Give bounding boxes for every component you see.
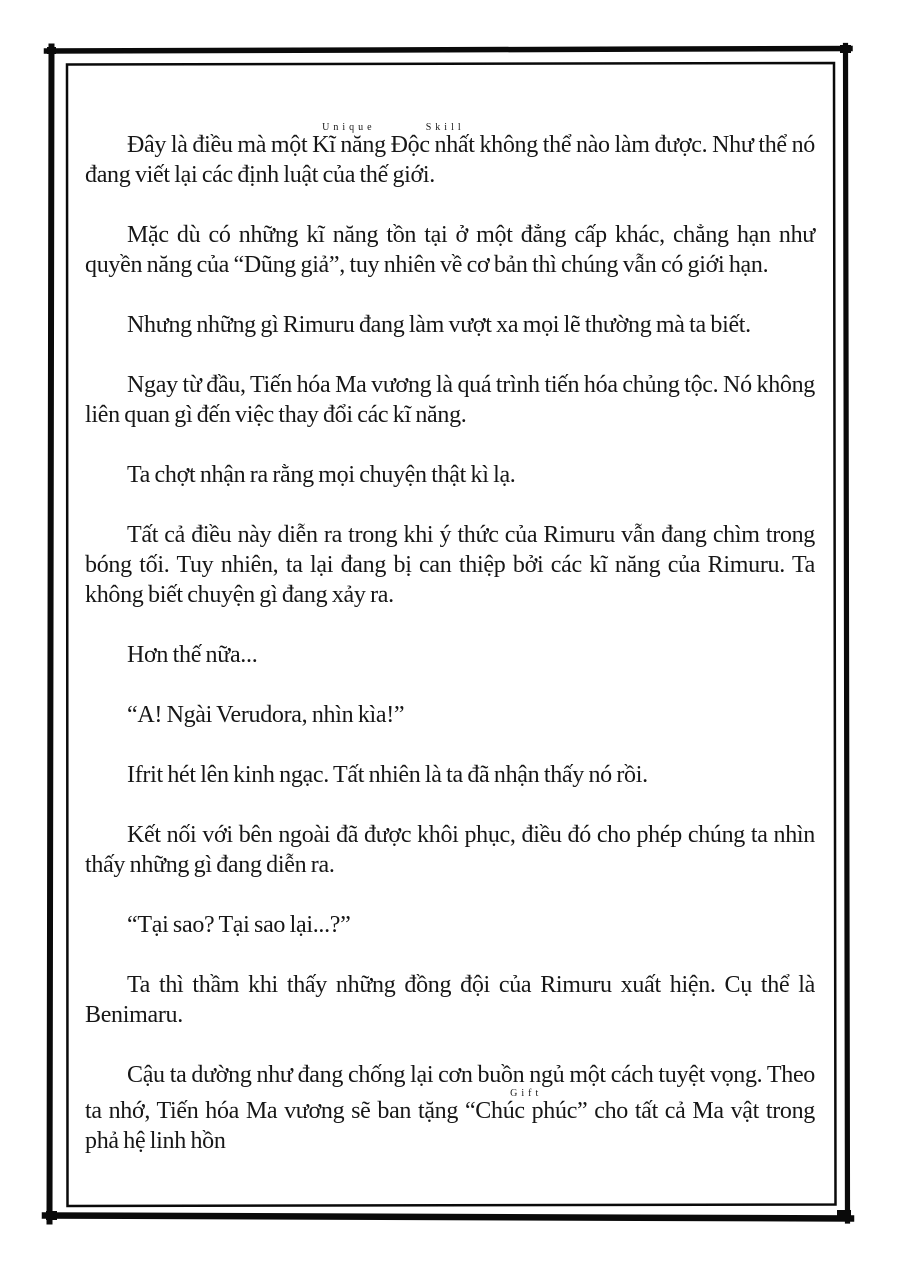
outer-border-left	[50, 47, 52, 1222]
ruby-annotated-phrase: Kĩ năng Độc nhấtUnique Skill	[312, 122, 475, 158]
paragraph: Nhưng những gì Rimuru đang làm vượt xa mọi lẽ thường mà ta biết.	[127, 312, 751, 338]
ruby-gloss: Gift	[464, 1088, 588, 1099]
ruby-gloss: Unique Skill	[312, 122, 475, 133]
paragraph: Tất cả điều này diễn ra trong khi ý thức của Rimuru vẫn đang chìm trong bóng tối. Tuy nhiên, ta lại đang bị can thiệp bởi các kĩ năng của Rimuru. Ta không biết chuyện gì đang xảy ra.	[85, 522, 815, 608]
outer-border-right	[846, 46, 848, 1222]
paragraph: Mặc dù có những kĩ năng tồn tại ở một đẳng cấp khác, chẳng hạn như quyền năng của “Dũng giả”, tuy nhiên về cơ bản thì chúng vẫn có giới hạn.	[85, 222, 815, 278]
paragraph: Cậu ta dường như đang chống lại cơn buồn ngủ một cách tuyệt vọng. Theo ta nhớ, Tiến hóa Ma vương sẽ ban tặng “Chúc phúc”Gift cho tất cả Ma vật trong phả hệ linh hồn	[85, 1062, 815, 1154]
paragraph: Ngay từ đầu, Tiến hóa Ma vương là quá trình tiến hóa chủng tộc. Nó không liên quan gì đến việc thay đổi các kĩ năng.	[85, 372, 815, 428]
ruby-annotated-phrase: “Chúc phúc”Gift	[464, 1088, 588, 1124]
paragraph: Ifrit hét lên kinh ngạc. Tất nhiên là ta đã nhận thấy nó rồi.	[127, 762, 648, 788]
paragraph: “A! Ngài Verudora, nhìn kìa!”	[127, 702, 405, 728]
outer-border-bottom	[45, 1216, 851, 1219]
paragraph: Đây là điều mà một Kĩ năng Độc nhấtUnique Skill không thể nào làm được. Như thể nó đang viết lại các định luật của thế giới.	[85, 122, 815, 188]
page-text	[85, 122, 815, 1186]
paragraph: Ta thì thầm khi thấy những đồng đội của Rimuru xuất hiện. Cụ thể là Benimaru.	[85, 972, 815, 1028]
paragraph: Hơn thế nữa...	[127, 642, 258, 668]
paragraph: “Tại sao? Tại sao lại...?”	[127, 912, 351, 938]
outer-border-top	[47, 49, 851, 52]
paragraph: Ta chợt nhận ra rằng mọi chuyện thật kì lạ.	[127, 462, 516, 488]
paragraph: Kết nối với bên ngoài đã được khôi phục, điều đó cho phép chúng ta nhìn thấy những gì đang diễn ra.	[85, 822, 815, 878]
